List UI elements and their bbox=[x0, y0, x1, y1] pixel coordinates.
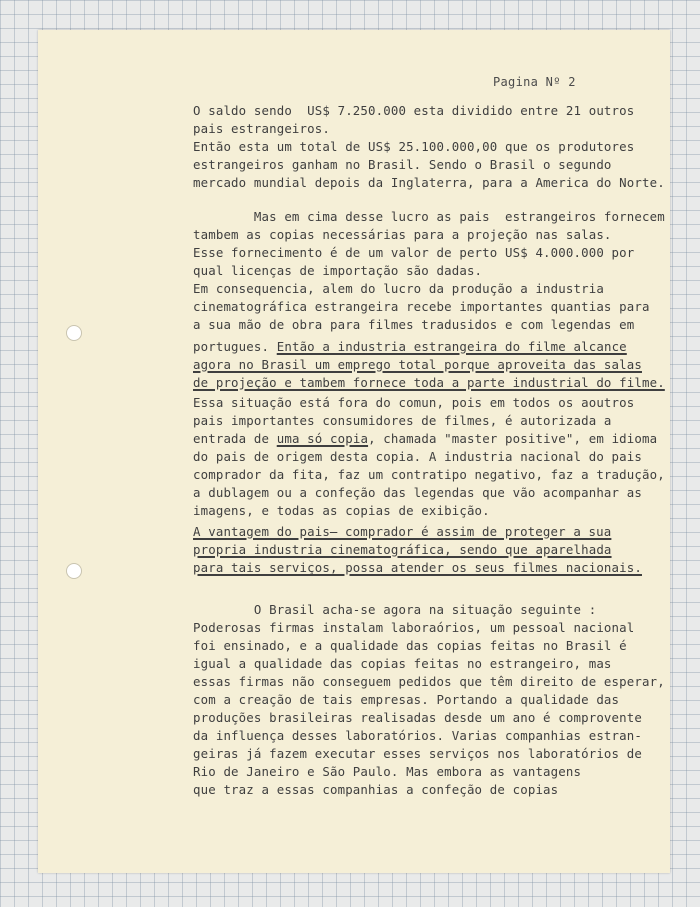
text-run: , chamada "master positive", em idioma bbox=[368, 431, 658, 446]
text-line: geiras já fazem executar esses serviços nos laboratórios de bbox=[193, 746, 642, 761]
text-line: Essa situação está fora do comun, pois em todos os aoutros bbox=[193, 395, 635, 410]
underlined-sentence: para tais serviços, possa atender os seus filmes nacionais. bbox=[193, 560, 642, 575]
text-line: do pais de origem desta copia. A industria nacional do pais bbox=[193, 449, 642, 464]
text-line: estrangeiros ganham no Brasil. Sendo o Brasil o segundo bbox=[193, 157, 612, 172]
text-line: mercado mundial depois da Inglaterra, para a America do Norte. bbox=[193, 175, 665, 190]
text-line: com a creação de tais empresas. Portando a qualidade das bbox=[193, 692, 620, 707]
text-line: Rio de Janeiro e São Paulo. Mas embora as vantagens bbox=[193, 764, 582, 779]
text-line: que traz a essas companhias a confeção de copias bbox=[193, 782, 559, 797]
text-line: essas firmas não conseguem pedidos que têm direito de esperar, bbox=[193, 674, 665, 689]
underlined-sentence: agora no Brasil um emprego total porque aproveita das salas bbox=[193, 357, 642, 372]
text-line: tambem as copias necessárias para a projeção nas salas. bbox=[193, 227, 612, 242]
underlined-sentence: propria industria cinematográfica, sendo que aparelhada bbox=[193, 542, 612, 557]
text-line bbox=[193, 431, 657, 447]
text-line: Mas em cima desse lucro as pais estrangeiros fornecem bbox=[193, 209, 665, 224]
text-line: a sua mão de obra para filmes tradusidos e com legendas em bbox=[193, 317, 635, 332]
text-run: entrada de bbox=[193, 431, 270, 446]
page-number: Pagina Nº 2 bbox=[493, 75, 576, 89]
text-line: cinematográfica estrangeira recebe importantes quantias para bbox=[193, 299, 650, 314]
text-line: comprador da fita, faz um contratipo negativo, faz a tradução, bbox=[193, 467, 665, 482]
text-line: O Brasil acha-se agora na situação seguinte : bbox=[193, 602, 597, 617]
text-line: igual a qualidade das copias feitas no estrangeiro, mas bbox=[193, 656, 612, 671]
punch-hole-upper bbox=[66, 325, 82, 341]
text-line bbox=[193, 339, 627, 355]
text-line: a dublagem ou a confeção das legendas que vão acompanhar as bbox=[193, 485, 642, 500]
text-line: pais importantes consumidores de filmes, é autorizada a bbox=[193, 413, 612, 428]
text-line: O saldo sendo US$ 7.250.000 esta dividido entre 21 outros bbox=[193, 103, 635, 118]
text-line: qual licenças de importação são dadas. bbox=[193, 263, 483, 278]
text-line: foi ensinado, e a qualidade das copias feitas no Brasil é bbox=[193, 638, 627, 653]
text-line: Poderosas firmas instalam laboraórios, um pessoal nacional bbox=[193, 620, 635, 635]
text-line: da influença desses laboratórios. Varias companhias estran- bbox=[193, 728, 642, 743]
text-line: produções brasileiras realisadas desde um ano é comprovente bbox=[193, 710, 642, 725]
text-line: Então esta um total de US$ 25.100.000,00 que os produtores bbox=[193, 139, 635, 154]
text-run: portugues. bbox=[193, 339, 270, 354]
text-line: pais estrangeiros. bbox=[193, 121, 330, 136]
punch-hole-lower bbox=[66, 563, 82, 579]
underlined-sentence: Então a industria estrangeira do filme alcance bbox=[276, 339, 627, 354]
underlined-phrase: uma só copia bbox=[276, 431, 369, 446]
underlined-sentence: A vantagem do pais̶ comprador é assim de proteger a sua bbox=[193, 524, 612, 539]
text-line: imagens, e todas as copias de exibição. bbox=[193, 503, 490, 518]
text-line: Esse fornecimento é de um valor de perto US$ 4.000.000 por bbox=[193, 245, 635, 260]
text-line: Em consequencia, alem do lucro da produção a industria bbox=[193, 281, 604, 296]
underlined-sentence: de projeção e tambem fornece toda a parte industrial do filme. bbox=[193, 375, 665, 390]
